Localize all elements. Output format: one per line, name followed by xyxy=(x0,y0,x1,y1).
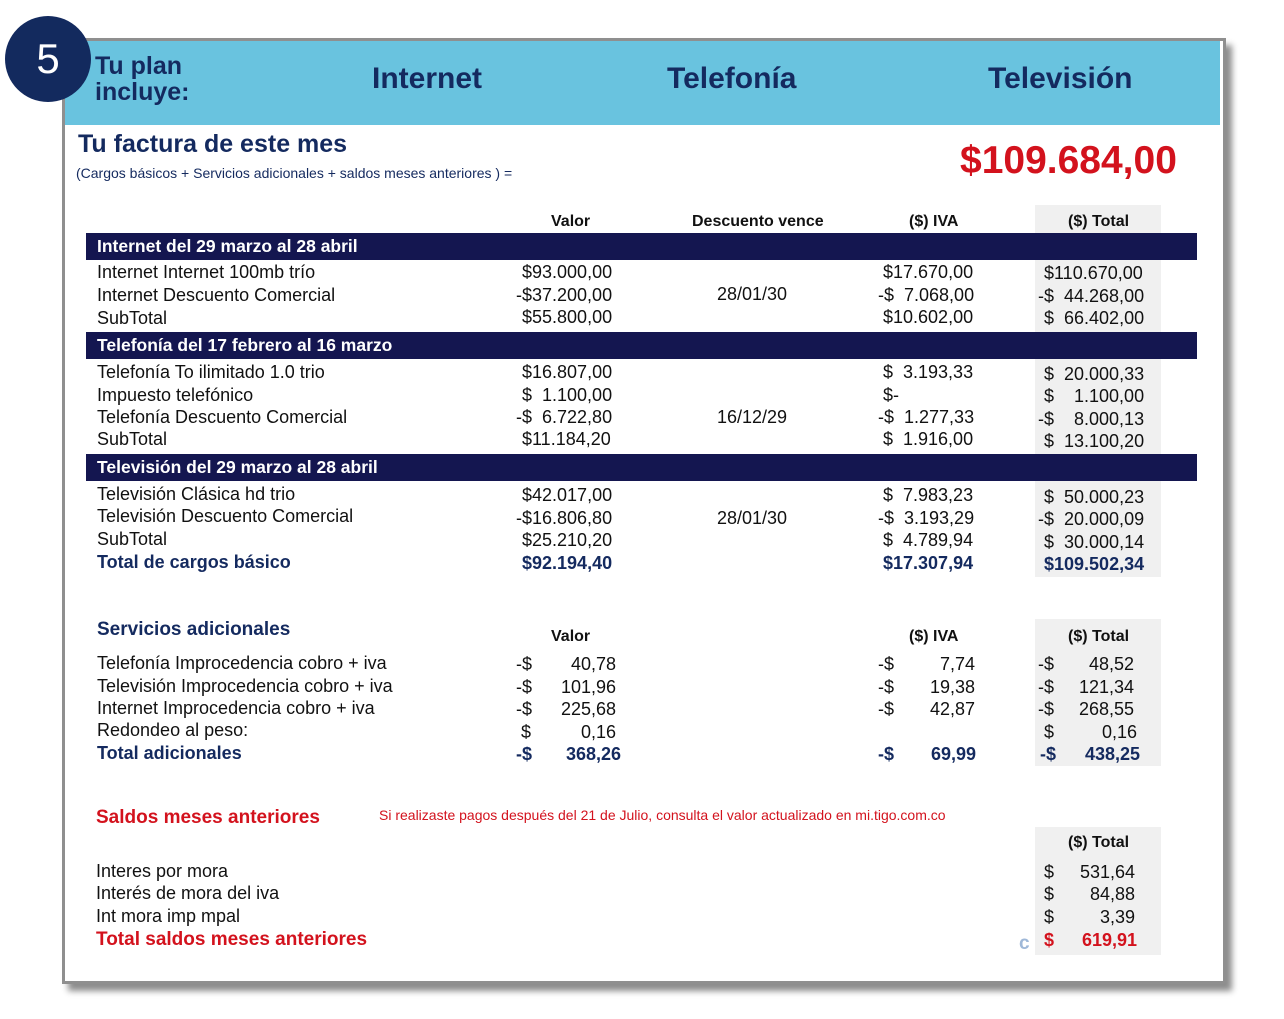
saldo-label: Interés de mora del iva xyxy=(96,883,280,903)
saldo-total: 531,64 xyxy=(1079,862,1135,882)
row-iva: $ 3.193,33 xyxy=(883,362,974,382)
adicionales-header-valor: Valor xyxy=(551,628,591,645)
section-internet: Internet del 29 marzo al 28 abril xyxy=(86,233,1197,260)
row-label: Internet Descuento Comercial xyxy=(97,285,336,305)
row-descuento: 28/01/30 xyxy=(717,508,788,528)
row-label: Telefonía To ilimitado 1.0 trio xyxy=(97,362,325,382)
saldo-label: Int mora imp mpal xyxy=(96,906,241,926)
adicional-valor: 40,78 xyxy=(570,654,616,674)
adicional-label: Televisión Improcedencia cobro + iva xyxy=(97,676,393,696)
stray-mark: c xyxy=(1019,933,1030,954)
row-total: $ 66.402,00 xyxy=(1044,308,1145,328)
adicionales-total-label: Total adicionales xyxy=(97,743,242,763)
row-iva: $ 4.789,94 xyxy=(883,530,974,550)
saldos-header-total: ($) Total xyxy=(1068,834,1130,851)
adicional-iva-sign: -$ xyxy=(878,654,895,674)
plan-service-television: Televisión xyxy=(988,62,1133,95)
row-total: -$ 20.000,09 xyxy=(1038,509,1145,529)
adicional-total-sign: -$ xyxy=(1038,677,1055,697)
adicionales-header-iva: ($) IVA xyxy=(909,628,959,645)
header-descuento: Descuento vence xyxy=(692,213,824,230)
saldo-label: Interes por mora xyxy=(96,861,229,881)
adicional-valor-sign: -$ xyxy=(516,677,533,697)
adicional-iva-sign: -$ xyxy=(878,677,895,697)
row-descuento: 28/01/30 xyxy=(717,284,788,304)
adicionales-total-iva: 69,99 xyxy=(930,744,976,764)
saldo-sign: $ xyxy=(1044,884,1055,904)
adicional-valor-sign: $ xyxy=(521,722,532,742)
row-iva: $ 7.983,23 xyxy=(883,485,974,505)
saldo-sign: $ xyxy=(1044,862,1055,882)
adicional-total: 0,16 xyxy=(1101,722,1137,742)
adicionales-total-iva-sign: -$ xyxy=(878,744,895,764)
adicional-valor: 225,68 xyxy=(560,699,616,719)
row-iva: $- xyxy=(883,385,900,405)
adicionales-total-total: 438,25 xyxy=(1084,744,1140,764)
header-total: ($) Total xyxy=(1068,213,1130,230)
row-total: -$ 8.000,13 xyxy=(1038,409,1145,429)
row-total: $110.670,00 xyxy=(1044,263,1143,283)
adicional-valor: 0,16 xyxy=(580,722,616,742)
adicionales-total-valor-sign: -$ xyxy=(516,744,533,764)
basic-total-valor: $92.194,40 xyxy=(522,553,613,573)
saldos-total-label: Total saldos meses anteriores xyxy=(96,929,368,950)
row-label: Internet Internet 100mb trío xyxy=(97,262,316,282)
row-total: $ 30.000,14 xyxy=(1044,532,1145,552)
basic-total-iva: $17.307,94 xyxy=(883,553,974,573)
header-valor: Valor xyxy=(551,213,591,230)
row-label: SubTotal xyxy=(97,529,168,549)
plan-label: Tu plan incluye: xyxy=(95,52,190,106)
adicional-iva-sign: -$ xyxy=(878,699,895,719)
adicional-total-sign: $ xyxy=(1044,722,1055,742)
basic-total-label: Total de cargos básico xyxy=(97,552,291,572)
row-iva: $17.670,00 xyxy=(883,262,974,282)
row-valor: $25.210,20 xyxy=(522,530,613,550)
row-iva: -$ 1.277,33 xyxy=(878,407,975,427)
saldo-total: 84,88 xyxy=(1089,884,1135,904)
plan-service-internet: Internet xyxy=(372,62,483,95)
row-label: SubTotal xyxy=(97,429,168,449)
adicional-total-sign: -$ xyxy=(1038,654,1055,674)
saldos-total-total: 619,91 xyxy=(1081,930,1137,950)
step-badge: 5 xyxy=(5,16,91,102)
row-descuento: 16/12/29 xyxy=(717,407,788,427)
saldos-note: Si realizaste pagos después del 21 de Julio, consulta el valor actualizado en mi.tigo.com.co xyxy=(379,807,946,823)
adicional-valor-sign: -$ xyxy=(516,699,533,719)
row-iva: -$ 3.193,29 xyxy=(878,508,975,528)
section-telefonia: Telefonía del 17 febrero al 16 marzo xyxy=(86,332,1197,359)
adicional-valor-sign: -$ xyxy=(516,654,533,674)
row-valor: $93.000,00 xyxy=(522,262,613,282)
row-total: -$ 44.268,00 xyxy=(1038,286,1145,306)
saldos-total-sign: $ xyxy=(1044,930,1055,950)
row-valor: -$16.806,80 xyxy=(516,508,613,528)
row-total: $ 20.000,33 xyxy=(1044,364,1145,384)
adicional-total: 48,52 xyxy=(1088,654,1134,674)
row-valor: $55.800,00 xyxy=(522,307,613,327)
row-total: $ 13.100,20 xyxy=(1044,431,1145,451)
adicional-valor: 101,96 xyxy=(560,677,616,697)
adicionales-total-valor: 368,26 xyxy=(565,744,621,764)
plan-service-telefonia: Telefonía xyxy=(667,62,797,95)
row-label: Impuesto telefónico xyxy=(97,385,254,405)
saldos-title: Saldos meses anteriores xyxy=(96,807,320,828)
bill-amount: $109.684,00 xyxy=(960,139,1177,182)
adicionales-title: Servicios adicionales xyxy=(97,619,291,640)
row-valor: -$37.200,00 xyxy=(516,285,613,305)
adicional-label: Redondeo al peso: xyxy=(97,720,249,740)
row-valor: $11.184,20 xyxy=(522,429,611,449)
row-iva: $ 1.916,00 xyxy=(883,429,974,449)
adicionales-header-total: ($) Total xyxy=(1068,628,1130,645)
saldo-sign: $ xyxy=(1044,907,1055,927)
bill-title: Tu factura de este mes xyxy=(78,130,348,158)
adicional-total: 268,55 xyxy=(1078,699,1134,719)
row-valor: $ 1.100,00 xyxy=(522,385,613,405)
row-total: $ 1.100,00 xyxy=(1044,386,1145,406)
row-label: Televisión Descuento Comercial xyxy=(97,506,354,526)
adicional-label: Internet Improcedencia cobro + iva xyxy=(97,698,375,718)
basic-total-total: $109.502,34 xyxy=(1044,554,1145,574)
adicional-label: Telefonía Improcedencia cobro + iva xyxy=(97,653,387,673)
adicional-iva: 7,74 xyxy=(939,654,975,674)
row-valor: $16.807,00 xyxy=(522,362,613,382)
row-label: Televisión Clásica hd trio xyxy=(97,484,296,504)
bill-subtitle: (Cargos básicos + Servicios adicionales + saldos meses anteriores ) = xyxy=(76,165,513,181)
row-iva: $10.602,00 xyxy=(883,307,974,327)
row-label: SubTotal xyxy=(97,308,168,328)
header-iva: ($) IVA xyxy=(909,213,959,230)
saldo-total: 3,39 xyxy=(1099,907,1135,927)
adicional-total: 121,34 xyxy=(1078,677,1134,697)
adicional-iva: 42,87 xyxy=(929,699,975,719)
row-label: Telefonía Descuento Comercial xyxy=(97,407,348,427)
row-valor: $42.017,00 xyxy=(522,485,613,505)
row-total: $ 50.000,23 xyxy=(1044,487,1145,507)
row-valor: -$ 6.722,80 xyxy=(516,407,613,427)
adicional-total-sign: -$ xyxy=(1038,699,1055,719)
section-television: Televisión del 29 marzo al 28 abril xyxy=(86,454,1197,481)
row-iva: -$ 7.068,00 xyxy=(878,285,975,305)
adicionales-total-total-sign: -$ xyxy=(1040,744,1057,764)
adicional-iva: 19,38 xyxy=(929,677,975,697)
